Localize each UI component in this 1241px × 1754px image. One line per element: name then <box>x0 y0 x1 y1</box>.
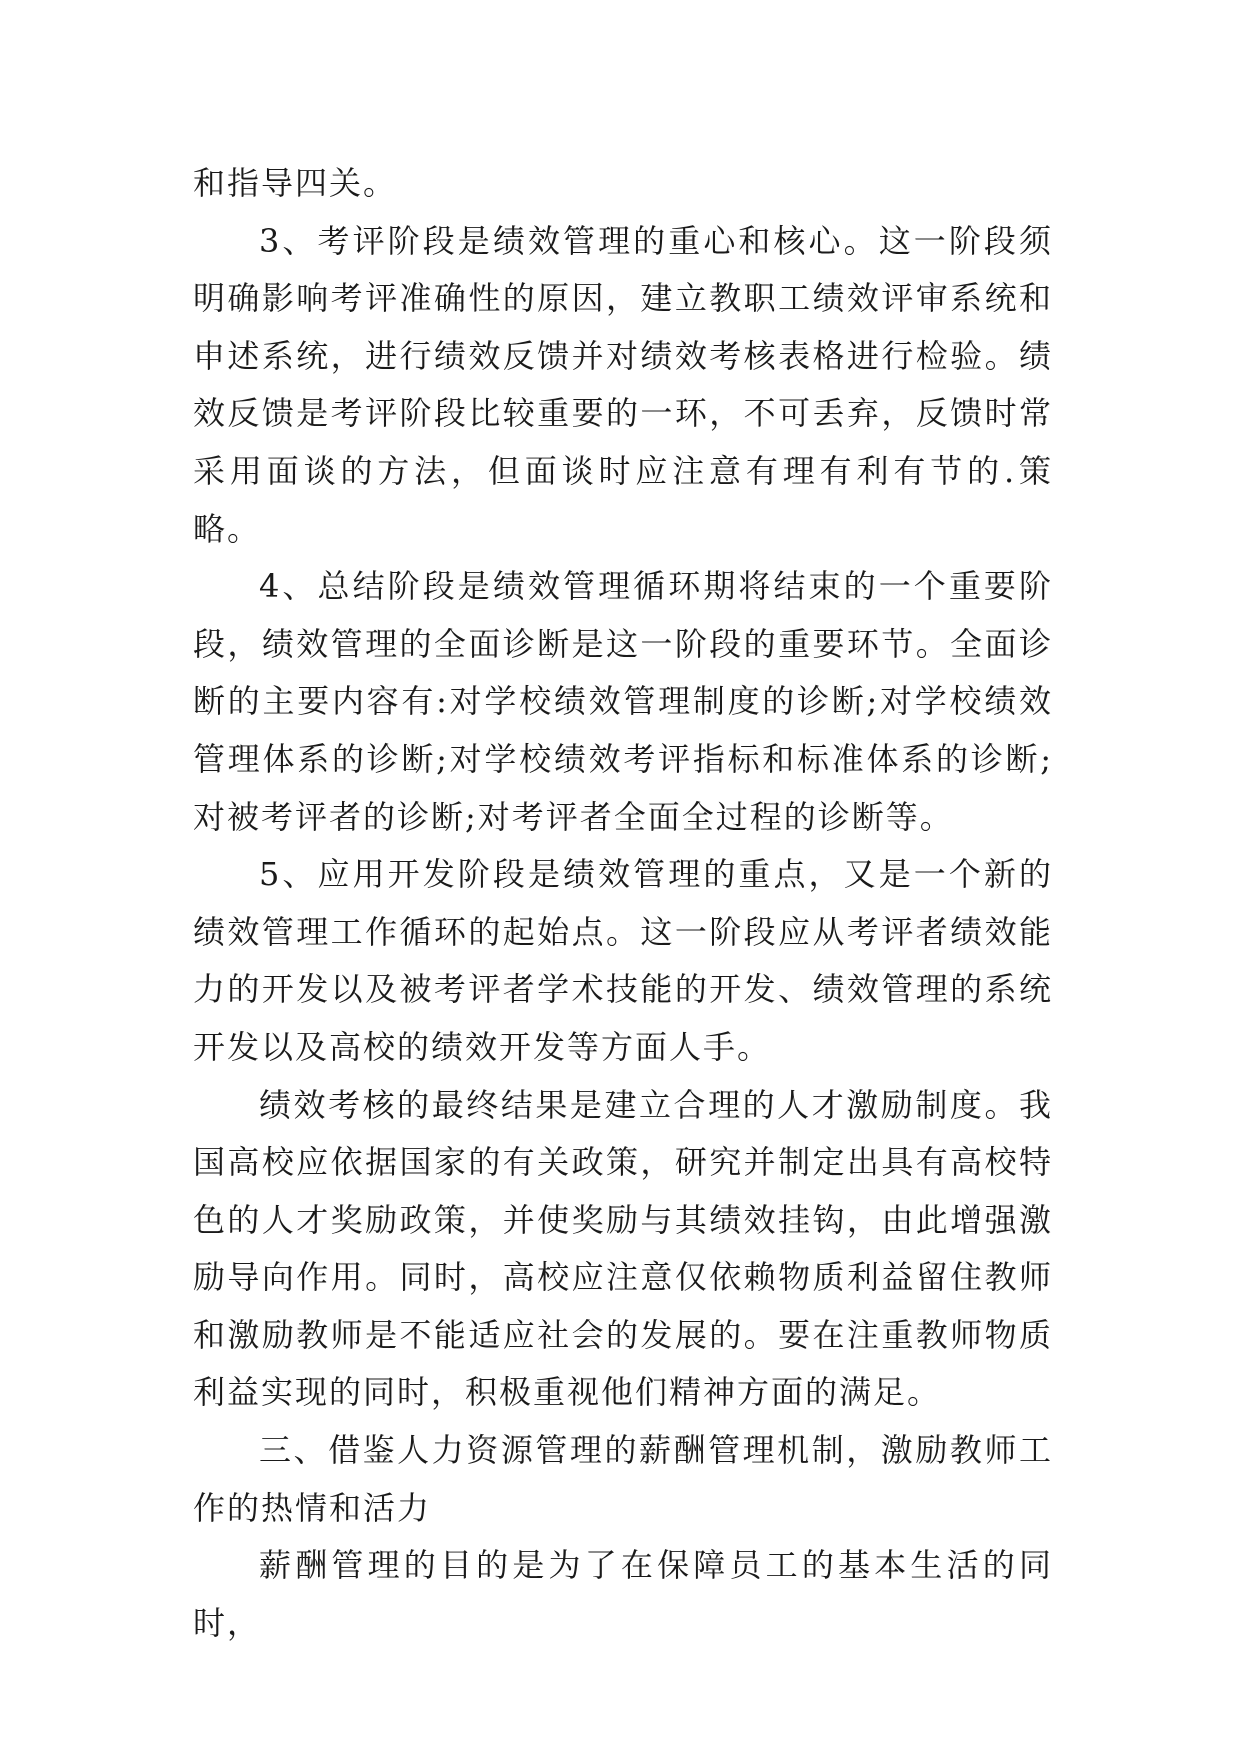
body-text <box>193 155 1053 1652</box>
section-heading: 三、借鉴人力资源管理的薪酬管理机制，激励教师工作的热情和活力 <box>193 1431 1053 1527</box>
paragraph-1: 和指导四关。 <box>193 164 398 202</box>
paragraph-5: 绩效考核的最终结果是建立合理的人才激励制度。我国高校应依据国家的有关政策，研究并制定出具有高校特色的人才奖励政策，并使奖励与其绩效挂钩，由此增强激励导向作用。同时，高校应注意仅依赖物质利益留住教师和激励教师是不能适应社会的发展的。要在注重教师物质利益实现的同时，积极重视他们精神方面的满足。 <box>193 1085 1053 1412</box>
paragraph-3: 4、总结阶段是绩效管理循环期将结束的一个重要阶段，绩效管理的全面诊断是这一阶段的重要环节。全面诊断的主要内容有:对学校绩效管理制度的诊断;对学校绩效管理体系的诊断;对学校绩效考评指标和标准体系的诊断;对被考评者的诊断;对考评者全面全过程的诊断等。 <box>193 567 1053 836</box>
paragraph-4: 5、应用开发阶段是绩效管理的重点，又是一个新的绩效管理工作循环的起始点。这一阶段应从考评者绩效能力的开发以及被考评者学术技能的开发、绩效管理的系统开发以及高校的绩效开发等方面人手。 <box>193 855 1053 1066</box>
paragraph-6: 薪酬管理的目的是为了在保障员工的基本生活的同时， <box>193 1546 1053 1642</box>
paragraph-2: 3、考评阶段是绩效管理的重心和核心。这一阶段须明确影响考评准确性的原因，建立教职工绩效评审系统和申述系统，进行绩效反馈并对绩效考核表格进行检验。绩效反馈是考评阶段比较重要的一环，不可丢弃，反馈时常采用面谈的方法，但面谈时应注意有理有利有节的.策略。 <box>193 221 1053 548</box>
